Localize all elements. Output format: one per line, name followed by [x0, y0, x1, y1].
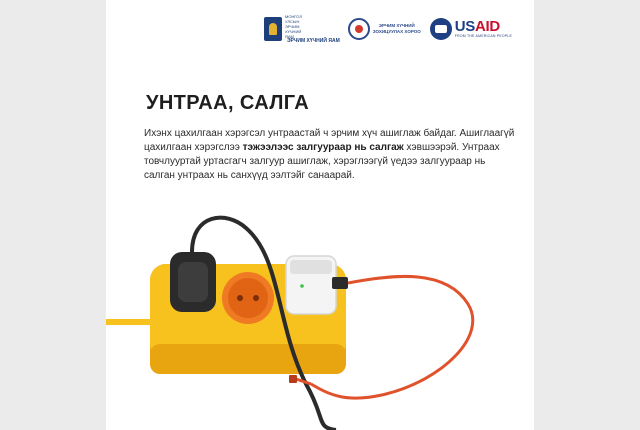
mongolia-logo-text: ЭРЧИМ ХҮЧНИЙ ЯАМ: [287, 38, 340, 44]
body-text-part1: Ихэнх цахилгаан хэрэгсэл унтраастай ч эрчим хүч ашиглаж байдаг. Ашиглаагүй цахилгаан хэрэгслээ: [144, 128, 515, 153]
infographic-card: [106, 0, 534, 430]
erc-emblem-icon: [348, 18, 370, 40]
power-strip-bottom: [150, 344, 346, 374]
usaid-seal-icon: [430, 18, 452, 40]
black-plug-face: [178, 262, 208, 302]
body-text-part2: хэвшээрэй. Унтраах товчлууртай уртасгагч залгуур ашиглаж, хэрэглээгүй үедээ залгуураар нь салган унтраах нь санхүүд ээлтэйг санаарай.: [144, 142, 500, 181]
usaid-logo: [430, 18, 512, 40]
page-title: УНТРАА, САЛГА: [146, 92, 310, 114]
usaid-tagline: FROM THE AMERICAN PEOPLE: [454, 34, 512, 38]
mongolia-ministry-logo: [264, 14, 340, 44]
switch-indicator-light: [300, 284, 304, 288]
erc-logo-text: ЭРЧИМ ХҮЧНИЙ ЗОХИЦУУЛАХ ХОРОО: [372, 23, 421, 34]
socket-hole-left: [237, 295, 243, 301]
orange-socket-inner: [228, 278, 268, 318]
white-switch-button: [290, 260, 332, 274]
red-cable-plug: [332, 277, 348, 289]
usaid-us: US: [454, 18, 475, 35]
usaid-wordmark: [455, 19, 512, 34]
soyombo-emblem-icon: [264, 17, 282, 41]
power-strip-illustration: [106, 214, 534, 430]
usaid-aid: AID: [475, 18, 500, 35]
red-cable-tip: [289, 375, 297, 383]
mongolia-logo-small-text: МОНГОЛ УЛСЫН ЭРЧИМ ХҮЧНИЙ ЯАМ: [285, 14, 302, 39]
logo-bar: [264, 14, 512, 44]
socket-hole-right: [253, 295, 259, 301]
body-text: [144, 127, 516, 183]
erc-logo: [348, 18, 422, 40]
body-text-bold: тэжээлээс залгуураар нь салгаж: [242, 142, 404, 153]
